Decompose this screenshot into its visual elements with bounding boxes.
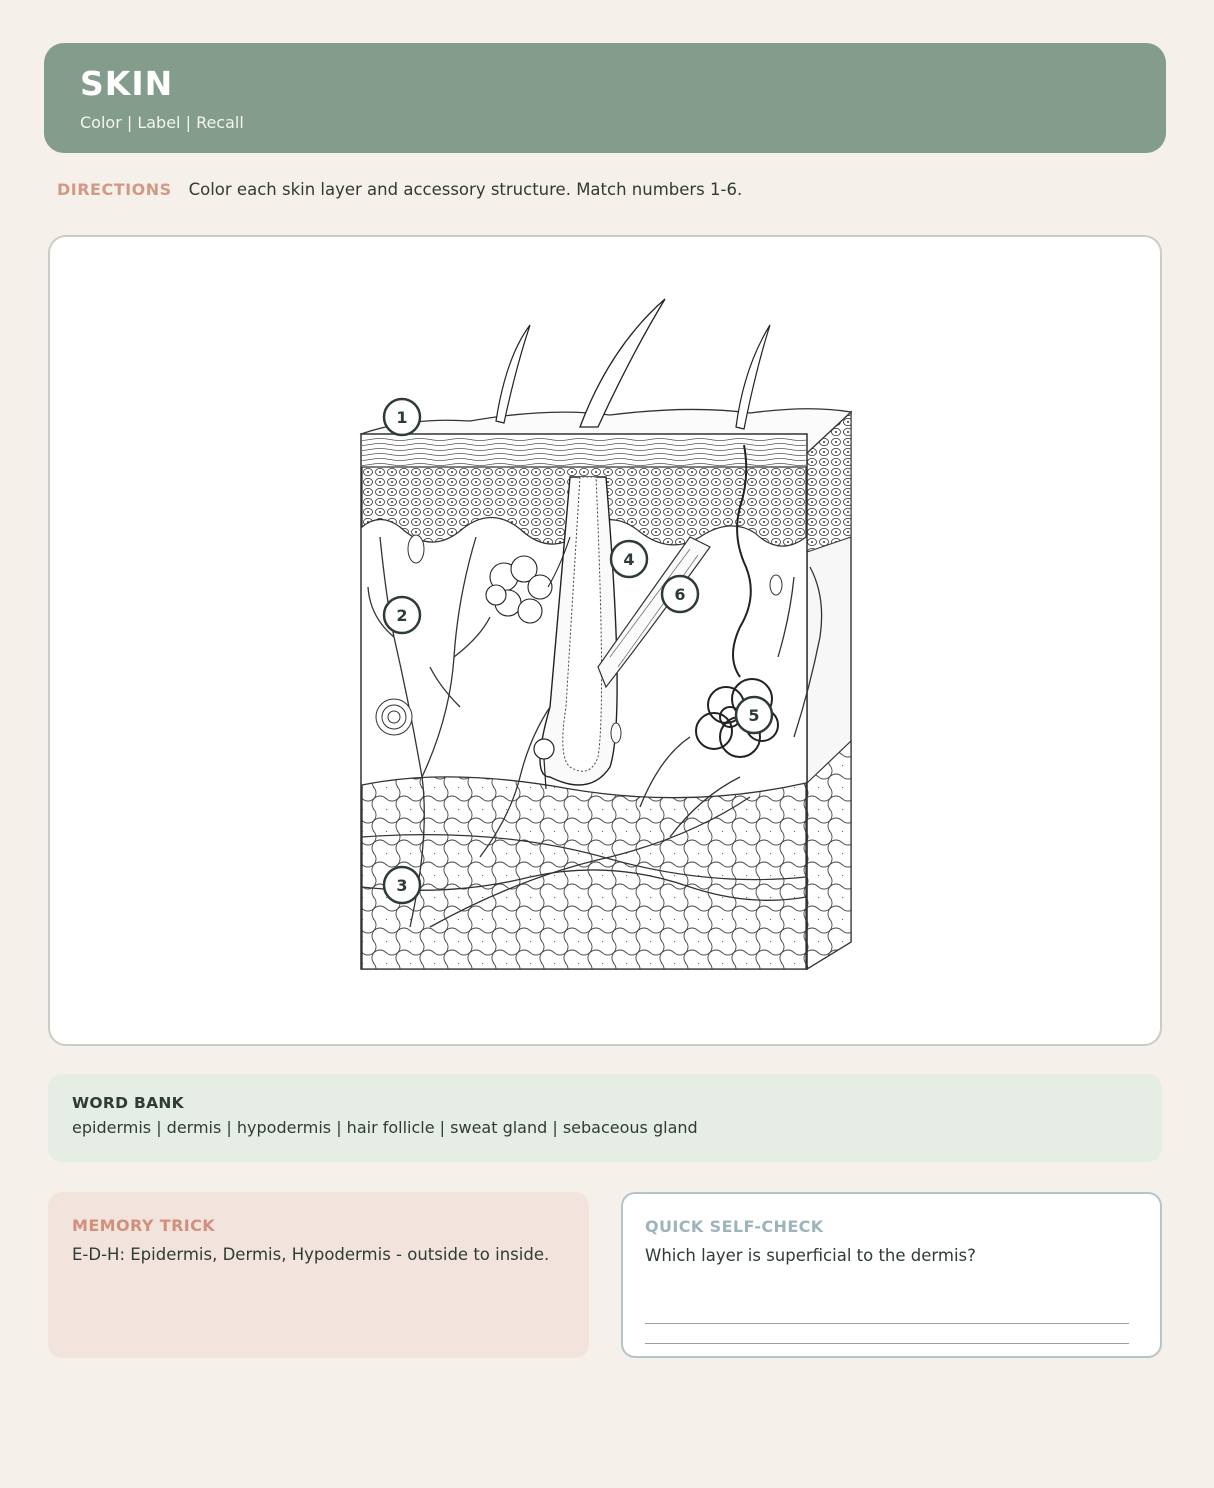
self-check-question: Which layer is superficial to the dermis?	[645, 1246, 976, 1265]
marker-4-label: 4	[623, 550, 635, 569]
directions-text: Color each skin layer and accessory structure. Match numbers 1-6.	[188, 180, 743, 199]
self-check-title: QUICK SELF-CHECK	[645, 1217, 824, 1236]
header-banner	[44, 43, 1166, 153]
memory-trick-card	[48, 1192, 589, 1358]
word-bank-title: WORD BANK	[72, 1094, 184, 1112]
diagram-card	[48, 235, 1162, 1046]
marker-1-label: 1	[396, 408, 408, 427]
marker-1	[384, 399, 420, 435]
word-bank	[48, 1074, 1162, 1162]
marker-6-label: 6	[674, 585, 686, 604]
self-check-card	[621, 1192, 1162, 1358]
page-subtitle: Color | Label | Recall	[80, 113, 244, 132]
marker-3-label: 3	[396, 876, 408, 895]
memory-trick-title: MEMORY TRICK	[72, 1216, 216, 1235]
answer-line[interactable]	[645, 1323, 1129, 1324]
memory-trick-text: E-D-H: Epidermis, Dermis, Hypodermis - outside to inside.	[72, 1245, 550, 1264]
page-title: SKIN	[80, 64, 174, 103]
word-bank-terms: epidermis | dermis | hypodermis | hair follicle | sweat gland | sebaceous gland	[72, 1118, 698, 1137]
marker-5-label: 5	[748, 706, 760, 725]
directions	[57, 180, 742, 199]
hairs	[496, 299, 770, 429]
marker-5	[736, 697, 772, 733]
marker-4	[611, 541, 647, 577]
marker-3	[384, 867, 420, 903]
answer-line[interactable]	[645, 1343, 1129, 1344]
skin-cross-section-diagram	[50, 237, 1162, 1046]
marker-2-label: 2	[396, 606, 408, 625]
marker-2	[384, 597, 420, 633]
directions-label: DIRECTIONS	[57, 180, 172, 199]
marker-6	[662, 576, 698, 612]
